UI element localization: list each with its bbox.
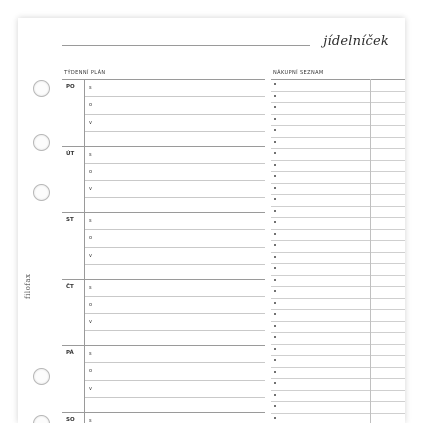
planner-sheet <box>18 18 405 423</box>
day-rows <box>84 147 265 213</box>
meal-label: v <box>89 385 92 392</box>
shopping-list-row[interactable] <box>271 138 405 150</box>
bullet-icon <box>274 256 276 258</box>
bullet-icon <box>274 382 276 384</box>
meal-row[interactable] <box>85 115 265 132</box>
meal-label: o <box>89 235 93 242</box>
day-rows <box>84 346 265 412</box>
shopping-list-row[interactable] <box>271 264 405 276</box>
meal-row[interactable] <box>85 213 265 230</box>
bullet-icon <box>274 371 276 373</box>
shopping-list-row[interactable] <box>271 241 405 253</box>
bullet-icon <box>274 210 276 212</box>
shopping-list-row[interactable] <box>271 161 405 173</box>
day-label: PO <box>66 84 75 90</box>
shopping-list-row[interactable] <box>271 80 405 92</box>
day-block <box>62 79 265 146</box>
day-rows <box>84 213 265 279</box>
binder-hole <box>33 184 50 201</box>
bullet-icon <box>274 290 276 292</box>
bullet-icon <box>274 336 276 338</box>
shopping-list-row[interactable] <box>271 276 405 288</box>
shopping-list-row[interactable] <box>271 356 405 368</box>
shopping-list-row[interactable] <box>271 115 405 127</box>
bullet-icon <box>274 244 276 246</box>
bullet-icon <box>274 417 276 419</box>
day-rows <box>84 280 265 346</box>
bullet-icon <box>274 118 276 120</box>
meal-row[interactable] <box>85 314 265 331</box>
shopping-list-row[interactable] <box>271 402 405 414</box>
shopping-list-row[interactable] <box>271 195 405 207</box>
bullet-icon <box>274 302 276 304</box>
shopping-list-row[interactable] <box>271 207 405 219</box>
bullet-icon <box>274 106 276 108</box>
header-line <box>62 45 310 46</box>
day-label: SO <box>66 416 75 423</box>
shopping-list-row[interactable] <box>271 333 405 345</box>
bullet-icon <box>274 141 276 143</box>
day-block <box>62 345 265 412</box>
binder-hole <box>33 415 50 423</box>
shopping-list-row[interactable] <box>271 345 405 357</box>
binder-hole <box>33 368 50 385</box>
meal-label: s <box>89 417 92 423</box>
shopping-list-row[interactable] <box>271 414 405 423</box>
shopping-list-row[interactable] <box>271 368 405 380</box>
meal-label: o <box>89 168 93 175</box>
meal-label: s <box>89 218 92 224</box>
meal-row[interactable] <box>85 280 265 297</box>
bullet-icon <box>274 233 276 235</box>
day-block <box>62 212 265 279</box>
meal-label: s <box>89 151 92 158</box>
bullet-icon <box>274 83 276 85</box>
shopping-list-row[interactable] <box>271 287 405 299</box>
shopping-list-title: NÁKUPNÍ SEZNAM <box>273 70 324 76</box>
bullet-icon <box>274 152 276 154</box>
shopping-list-divider <box>370 79 371 423</box>
day-label: ÚT <box>66 150 75 157</box>
day-block <box>62 412 265 423</box>
bullet-icon <box>274 405 276 407</box>
meal-label: v <box>89 319 92 326</box>
shopping-list-row[interactable] <box>271 299 405 311</box>
shopping-list <box>271 79 405 423</box>
bullet-icon <box>274 198 276 200</box>
bullet-icon <box>274 175 276 177</box>
meal-label: s <box>89 351 92 357</box>
meal-label: s <box>89 85 92 91</box>
shopping-list-row[interactable] <box>271 184 405 196</box>
bullet-icon <box>274 394 276 396</box>
brand-mark: filofax <box>24 273 32 299</box>
day-rows <box>84 413 265 423</box>
meal-row[interactable] <box>85 97 265 114</box>
meal-row[interactable] <box>85 297 265 314</box>
day-label: PÁ <box>66 350 74 356</box>
bullet-icon <box>274 164 276 166</box>
bullet-icon <box>274 313 276 315</box>
meal-row[interactable] <box>85 181 265 198</box>
shopping-list-row[interactable] <box>271 92 405 104</box>
meal-row[interactable] <box>85 346 265 363</box>
shopping-list-row[interactable] <box>271 218 405 230</box>
bullet-icon <box>274 187 276 189</box>
meal-label: v <box>89 119 92 126</box>
binder-hole <box>33 80 50 97</box>
shopping-list-row[interactable] <box>271 126 405 138</box>
shopping-list-row[interactable] <box>271 103 405 115</box>
meal-label: o <box>89 301 93 308</box>
shopping-list-row[interactable] <box>271 310 405 322</box>
weekly-plan <box>62 79 265 423</box>
meal-label: o <box>89 368 93 375</box>
meal-row[interactable] <box>85 80 265 97</box>
meal-row[interactable] <box>85 164 265 181</box>
meal-label: s <box>89 284 92 291</box>
day-block <box>62 279 265 346</box>
shopping-list-row[interactable] <box>271 391 405 403</box>
shopping-list-row[interactable] <box>271 322 405 334</box>
bullet-icon <box>274 129 276 131</box>
meal-row[interactable] <box>85 363 265 380</box>
bullet-icon <box>274 325 276 327</box>
bullet-icon <box>274 348 276 350</box>
bullet-icon <box>274 267 276 269</box>
day-rows <box>84 80 265 146</box>
meal-row[interactable] <box>85 413 265 423</box>
shopping-list-row[interactable] <box>271 149 405 161</box>
meal-label: v <box>89 186 92 193</box>
day-block <box>62 146 265 213</box>
meal-label: o <box>89 102 93 109</box>
binder-hole <box>33 134 50 151</box>
meal-label: v <box>89 252 92 259</box>
shopping-list-row[interactable] <box>271 253 405 265</box>
meal-row[interactable] <box>85 147 265 164</box>
shopping-list-row[interactable] <box>271 172 405 184</box>
day-label: ST <box>66 217 74 223</box>
shopping-list-row[interactable] <box>271 230 405 242</box>
bullet-icon <box>274 95 276 97</box>
day-label: ČT <box>66 283 74 290</box>
shopping-list-row[interactable] <box>271 379 405 391</box>
page-title: jídelníček <box>323 34 389 49</box>
meal-row[interactable] <box>85 230 265 247</box>
meal-row[interactable] <box>85 381 265 398</box>
bullet-icon <box>274 359 276 361</box>
weekly-plan-title: TÝDENNÍ PLÁN <box>64 70 106 76</box>
bullet-icon <box>274 221 276 223</box>
bullet-icon <box>274 279 276 281</box>
meal-row[interactable] <box>85 248 265 265</box>
